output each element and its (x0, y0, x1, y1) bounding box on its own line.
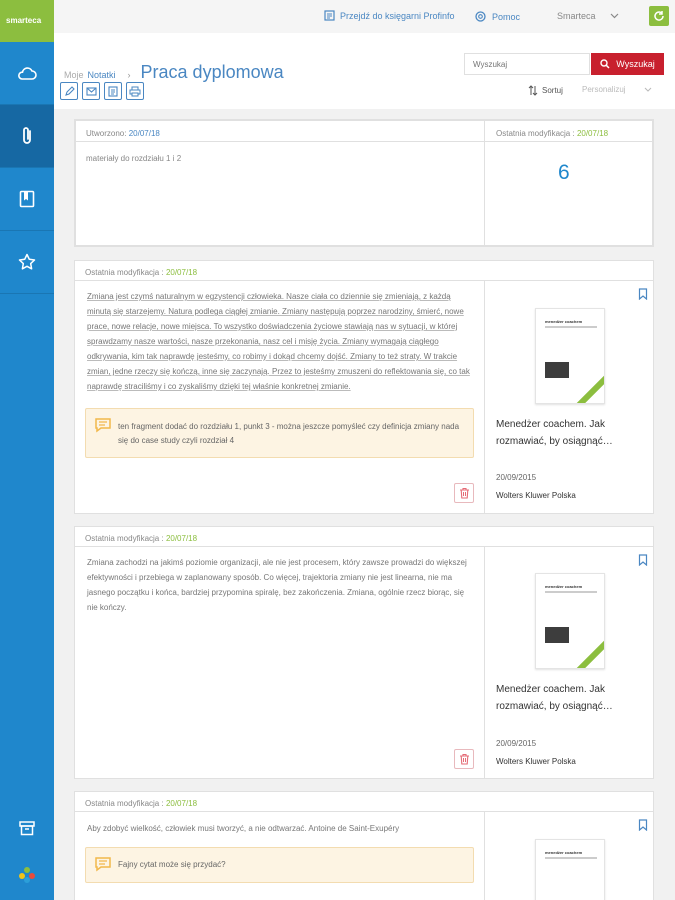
delete-button[interactable] (454, 749, 474, 769)
search-input[interactable] (464, 53, 590, 75)
book-cover[interactable] (535, 573, 605, 669)
cover-stripe (576, 641, 605, 669)
note-divider (484, 547, 485, 779)
bookmark-icon[interactable] (638, 288, 648, 300)
printer-icon (129, 86, 141, 97)
library-link[interactable] (324, 10, 455, 21)
top-bar (54, 0, 675, 33)
nav-cloud[interactable] (0, 42, 54, 105)
modified-label: Ostatnia modyfikacja : (496, 129, 575, 138)
document-icon (108, 86, 118, 97)
nav-books[interactable] (0, 168, 54, 231)
note-divider (484, 812, 485, 900)
book-date: 20/09/2015 (496, 473, 537, 482)
book-title[interactable]: Menedżer coachem. Jak rozmawiać, by osiągnąć… (496, 684, 613, 712)
note-card[interactable] (74, 260, 654, 514)
cover-photo (545, 627, 569, 643)
book-icon (19, 190, 35, 208)
cover-stripe (576, 376, 605, 404)
note-modified-label: Ostatnia modyfikacja : (85, 534, 164, 543)
paperclip-icon (21, 126, 33, 146)
comment-icon (94, 417, 112, 433)
note-header (75, 261, 653, 281)
apps-icon (18, 866, 36, 884)
library-icon (324, 10, 335, 21)
breadcrumb-separator: › (127, 70, 131, 80)
help-link[interactable] (474, 10, 520, 23)
app-logo[interactable] (0, 0, 54, 42)
cover-title: menedżer coachem (545, 319, 583, 324)
cover-photo (545, 362, 569, 378)
cover-subtitle-bar (545, 591, 597, 593)
note-text[interactable]: Zmiana zachodzi na jakimś poziomie organizacji, ale nie jest procesem, który zawsze prowadzi do większej efektywności i przebiega w zaplanowany sposób. Co więcej, trajektoria zmiany nie jest linearna, nie ma jasnego początku i końca, bardziej przypomina spiralę, bez zakończenia. Zmiana, ogólnie rzecz biorąc, się nie kończy. (87, 558, 467, 612)
summary-card (74, 119, 654, 247)
notebook-description: materiały do rozdziału 1 i 2 (86, 154, 182, 163)
bookmark-icon[interactable] (638, 554, 648, 566)
nav-notes[interactable] (0, 105, 54, 168)
note-header (75, 527, 653, 547)
page-header (54, 33, 675, 109)
comment-text: Fajny cytat może się przydać? (118, 860, 226, 869)
mail-icon (86, 87, 97, 96)
print-button[interactable] (126, 82, 144, 100)
sort-option: Personalizuj (582, 85, 626, 94)
cover-title: menedżer coachem (545, 584, 583, 589)
book-cover[interactable] (535, 839, 605, 900)
note-text[interactable]: Zmiana jest czymś naturalnym w egzystencji człowieka. Nasze ciała co dziennie się zmieniają, z każdą minutą się starzejemy. Natura podlega ciągłej zmianie. Zmiany następują poprzez narodziny, śmierć, nowe prace, nowe relacje, nowe miejsca. To wszystko doświadczenia życiowe stawiają nas w sytuacji, w której sprawdzamy nasze wartości, nasze przekonania, nasz cel i misję życia. Zmiany wymagają ciągłego odkrywania, kim tak naprawdę jesteśmy, co robimy i dokąd chcemy dojść. Zmiany to też straty. W trakcie zmian, jedne rzeczy się kończą, inne się zaczynają. Przez to jesteśmy zmuszeni do reflektowania się, co tak naprawdę straciliśmy i co zyskaliśmy dzięki tej właśnie konkretnej zmianie. (87, 292, 470, 391)
summary-header (76, 121, 652, 142)
edit-icon (64, 86, 75, 97)
cover-subtitle-bar (545, 326, 597, 328)
breadcrumb (64, 62, 284, 83)
toolbar (60, 82, 144, 100)
chevron-down-icon (610, 13, 619, 19)
cover-subtitle-bar (545, 857, 597, 859)
note-text[interactable]: Aby zdobyć wielkość, człowiek musi tworzyć, a nie odtwarzać. Antoine de Saint-Exupéry (87, 824, 400, 833)
archive-icon (19, 820, 35, 836)
created-info (86, 129, 160, 138)
export-button[interactable] (104, 82, 122, 100)
search-button-label: Wyszukaj (616, 59, 655, 69)
note-modified-date: 20/07/18 (165, 799, 198, 808)
logo-text: smarteca (6, 16, 42, 25)
note-divider (484, 281, 485, 514)
sort-label: Sortuj (542, 86, 563, 95)
search-button[interactable] (591, 53, 664, 75)
nav-archive[interactable] (0, 813, 54, 843)
modified-date: 20/07/18 (576, 129, 609, 138)
help-gear-icon (474, 10, 487, 23)
breadcrumb-parent[interactable]: Notatki (87, 70, 116, 80)
note-modified (85, 799, 197, 808)
trash-icon (459, 487, 470, 499)
book-publisher: Wolters Kluwer Polska (496, 757, 576, 766)
note-header (75, 792, 653, 812)
search-icon (600, 59, 610, 69)
summary-divider (484, 121, 485, 245)
note-comment[interactable] (85, 847, 474, 883)
note-comment[interactable] (85, 408, 474, 458)
cover-title: menedżer coachem (545, 850, 583, 855)
created-label: Utworzono: (86, 129, 127, 138)
note-modified-label: Ostatnia modyfikacja : (85, 799, 164, 808)
note-modified (85, 268, 197, 277)
note-modified-date: 20/07/18 (165, 268, 198, 277)
comment-text: ten fragment dodać do rozdziału 1, punkt 3 - można jeszcze pomyśleć czy definicja zmiany nada się do case study czyli rozdział 4 (118, 422, 460, 445)
sort-icon (528, 85, 538, 96)
bookmark-icon[interactable] (638, 819, 648, 831)
note-modified-label: Ostatnia modyfikacja : (85, 268, 164, 277)
created-date: 20/07/18 (128, 129, 160, 138)
library-link-label: Przejdź do księgarni Profinfo (340, 10, 455, 21)
email-button[interactable] (82, 82, 100, 100)
nav-apps[interactable] (0, 860, 54, 890)
refresh-button[interactable] (649, 6, 669, 26)
edit-button[interactable] (60, 82, 78, 100)
refresh-icon (653, 10, 665, 22)
delete-button[interactable] (454, 483, 474, 503)
chevron-down-icon (644, 87, 652, 92)
sort-select[interactable] (582, 85, 652, 94)
notes-count: 6 (558, 161, 570, 184)
sidebar (0, 0, 54, 900)
note-modified (85, 534, 197, 543)
comment-icon (94, 856, 112, 872)
nav-favorites[interactable] (0, 231, 54, 294)
book-publisher: Wolters Kluwer Polska (496, 491, 576, 500)
note-card[interactable] (74, 526, 654, 779)
trash-icon (459, 753, 470, 765)
modified-info (496, 129, 608, 138)
sort-control[interactable] (528, 85, 563, 96)
book-title[interactable]: Menedżer coachem. Jak rozmawiać, by osiągnąć… (496, 419, 613, 447)
book-cover[interactable] (535, 308, 605, 404)
cloud-icon (17, 66, 37, 80)
user-name: Smarteca (557, 11, 596, 21)
note-modified-date: 20/07/18 (165, 534, 198, 543)
star-icon (18, 253, 36, 271)
breadcrumb-root[interactable]: Moje (64, 70, 84, 80)
book-date: 20/09/2015 (496, 739, 537, 748)
user-menu[interactable] (557, 11, 619, 21)
help-link-label: Pomoc (492, 11, 521, 22)
page-title: Praca dyplomowa (140, 62, 284, 82)
note-card[interactable] (74, 791, 654, 900)
